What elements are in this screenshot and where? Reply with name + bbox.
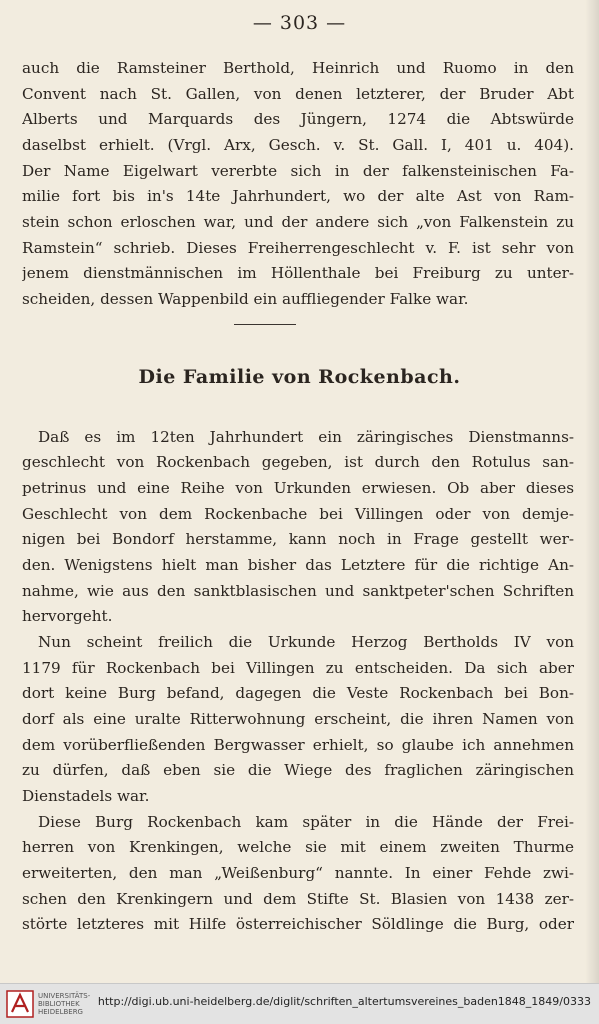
text-line: den. Wenigstens hielt man bisher das Letztere für die richtige An-: [22, 556, 574, 574]
text-line: Convent nach St. Gallen, von denen letzterer, der Bruder Abt: [22, 85, 574, 103]
page-edge-shadow: [585, 0, 599, 983]
text-line: Diese Burg Rockenbach kam später in die Hände der Frei-: [38, 813, 574, 831]
text-line: stein schon erloschen war, und der andere sich „von Falkenstein zu: [22, 213, 574, 231]
text-line: Daß es im 12ten Jahrhundert ein zäringisches Dienstmanns-: [38, 428, 574, 446]
page-number-header: — 303 —: [252, 12, 347, 34]
source-url-link[interactable]: http://digi.ub.uni-heidelberg.de/diglit/schriften_altertumsvereines_baden1848_1849/0333: [97, 995, 591, 1008]
text-line: Dienstadels war.: [22, 787, 150, 805]
section-title: Die Familie von Rockenbach.: [138, 366, 461, 388]
text-line: Geschlecht von dem Rockenbache bei Villingen oder von demje-: [22, 505, 574, 523]
text-line: scheiden, dessen Wappenbild ein auffliegender Falke war.: [22, 290, 469, 308]
section-divider: [234, 324, 296, 325]
text-line: zu dürfen, daß eben sie die Wiege des fraglichen zäringischen: [22, 761, 574, 779]
text-line: hervorgeht.: [22, 607, 113, 625]
text-line: dort keine Burg befand, dagegen die Veste Rockenbach bei Bon-: [22, 684, 574, 702]
text-line: Nun scheint freilich die Urkunde Herzog Bertholds IV von: [38, 633, 574, 651]
text-line: geschlecht von Rockenbach gegeben, ist durch den Rotulus san-: [22, 453, 574, 471]
text-line: Ramstein“ schrieb. Dieses Freiherrengeschlecht v. F. ist sehr von: [22, 239, 574, 257]
text-line: auch die Ramsteiner Berthold, Heinrich und Ruomo in den: [22, 59, 574, 77]
text-line: nigen bei Bondorf herstamme, kann noch in Frage gestellt wer-: [22, 530, 574, 548]
text-line: erweiterten, den man „Weißenburg“ nannte. In einer Fehde zwi-: [22, 864, 574, 882]
text-line: Der Name Eigelwart vererbte sich in der falkensteinischen Fa-: [22, 162, 574, 180]
text-line: herren von Krenkingen, welche sie mit einem zweiten Thurme: [22, 838, 574, 856]
text-line: schen den Krenkingern und dem Stifte St. Blasien von 1438 zer-: [22, 890, 574, 908]
text-line: nahme, wie aus den sanktblasischen und sanktpeter'schen Schriften: [22, 582, 574, 600]
text-line: milie fort bis in's 14te Jahrhundert, wo der alte Ast von Ram-: [22, 187, 574, 205]
text-line: dem vorüberfließenden Bergwasser erhielt, so glaube ich annehmen: [22, 736, 574, 754]
viewer-footer: [0, 983, 599, 1024]
text-line: störte letzteres mit Hilfe österreichischer Söldlinge die Burg, oder: [22, 915, 574, 933]
text-line: dorf als eine uralte Ritterwohnung erscheint, die ihren Namen von: [22, 710, 574, 728]
library-name: UNIVERSITÄTS- BIBLIOTHEK HEIDELBERG: [38, 992, 91, 1016]
text-line: 1179 für Rockenbach bei Villingen zu entscheiden. Da sich aber: [22, 659, 574, 677]
text-line: Alberts und Marquards des Jüngern, 1274 die Abtswürde: [22, 110, 574, 128]
text-line: daselbst erhielt. (Vrgl. Arx, Gesch. v. St. Gall. I, 401 u. 404).: [22, 136, 574, 154]
university-library-logo-icon: [6, 990, 34, 1018]
text-line: jenem dienstmännischen im Höllenthale bei Freiburg zu unter-: [22, 264, 574, 282]
text-line: petrinus und eine Reihe von Urkunden erwiesen. Ob aber dieses: [22, 479, 574, 497]
